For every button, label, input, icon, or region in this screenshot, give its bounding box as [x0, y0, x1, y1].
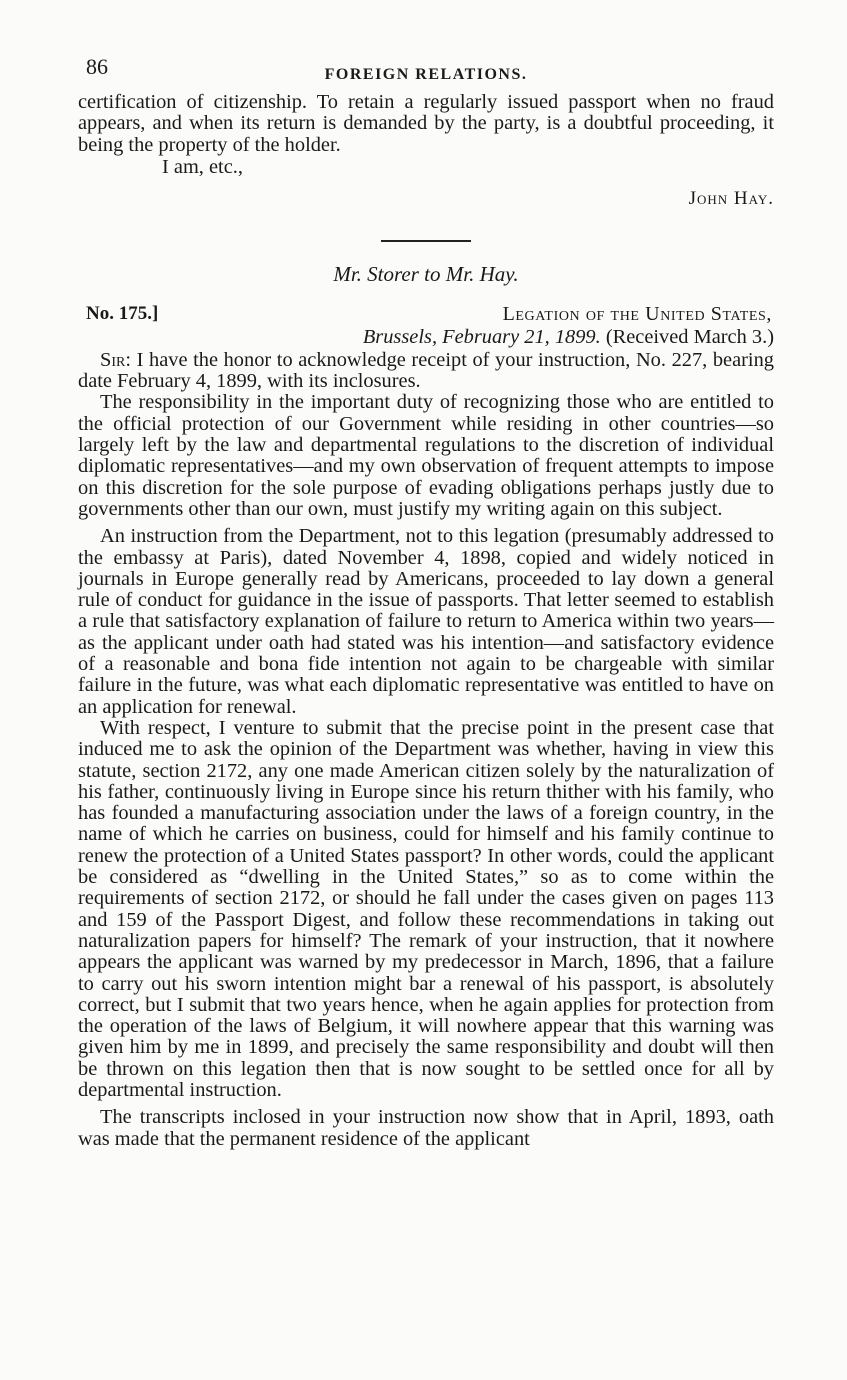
place-date: Brussels, February 21, 1899. — [362, 325, 601, 348]
letter-heading: Mr. Storer to Mr. Hay. — [333, 261, 519, 286]
closing-line: I am, etc., — [162, 155, 243, 178]
page-number: 86 — [86, 54, 108, 79]
paragraph-2: The responsibility in the important duty of recognizing those who are entitled to the official protection of our Government while residing in other countries—so largely left by the law and departmental regulations to the discretion of individual diplomatic representatives—and my own observation of frequent attempts to impose on this discretion for the sole purpose of evading obligations perhaps justly due to governments other than our own, must justify my writing again on this subject. — [78, 391, 774, 520]
received-note: (Received March 3.) — [605, 325, 774, 348]
signature: John Hay. — [688, 187, 774, 209]
paragraph-4: With respect, I venture to submit that the precise point in the present case that induced me to ask the opinion of the Department was whether, having in view this statute, section 2172, any one made American citizen solely by the naturalization of his father, continuously living in Europe since his return thither with his family, who has founded a manufacturing association under the laws of a foreign country, in the name of which he carries on business, could for himself and his family continue to renew the protection of a United States passport? In other words, could the applicant be considered as “dwelling in the United States,” so as to come within the requirements of section 2172, or should he fall under the cases given on pages 113 and 159 of the Passport Digest, and follow these recommendations in taking out naturalization papers for himself? The remark of your instruction, that it nowhere appears the applicant was warned by my predecessor in March, 1896, that a failure to carry out his sworn intention might bar a renewal of his passport, is absolutely correct, but I submit that two years hence, when he again applies for protection from the operation of the laws of Belgium, it will nowhere appear that this warning was given him by me in 1899, and precisely the same responsibility and doubt will then be thrown on this legation then that is now sought to be settled once for all by departmental instruction. — [78, 716, 774, 1101]
opening-paragraph: certification of citizenship. To retain a regularly issued passport when no fraud appears, and when its return is demanded by the party, is a doubtful proceeding, it being the property of the holder. — [78, 91, 774, 156]
paragraph-3: An instruction from the Department, not to this legation (presumably addressed to the embassy at Paris), dated November 4, 1898, copied and widely noticed in journals in Europe generally read by Americans, proceeded to lay down a general rule of conduct for guidance in the issue of passports. That letter seemed to establish a rule that satisfactory explanation of failure to return to America within two years—as the applicant under oath had stated was his intention—and satisfactory evidence of a reasonable and bona fide intention not again to be chargeable with similar failure in the future, was what each diplomatic representative was entitled to have on an application for renewal. — [78, 525, 774, 718]
salutation: Sir: — [100, 348, 132, 371]
legation-address: Legation of the United States, — [502, 302, 772, 325]
running-head: FOREIGN RELATIONS. — [324, 66, 528, 83]
letter-number: No. 175.] — [86, 302, 159, 324]
page-header — [78, 52, 774, 92]
letter-number-line — [78, 303, 774, 326]
date-line — [78, 326, 774, 348]
paragraph-1 — [78, 350, 774, 393]
document-page — [78, 52, 774, 1150]
section-divider — [381, 240, 471, 242]
paragraph-1-text: I have the honor to acknowledge receipt of your instruction, No. 227, bearing date February 4, 1899, with its inclosures. — [78, 348, 774, 393]
paragraph-5: The transcripts inclosed in your instruction now show that in April, 1893, oath was made that the permanent residence of the applicant — [78, 1106, 774, 1150]
